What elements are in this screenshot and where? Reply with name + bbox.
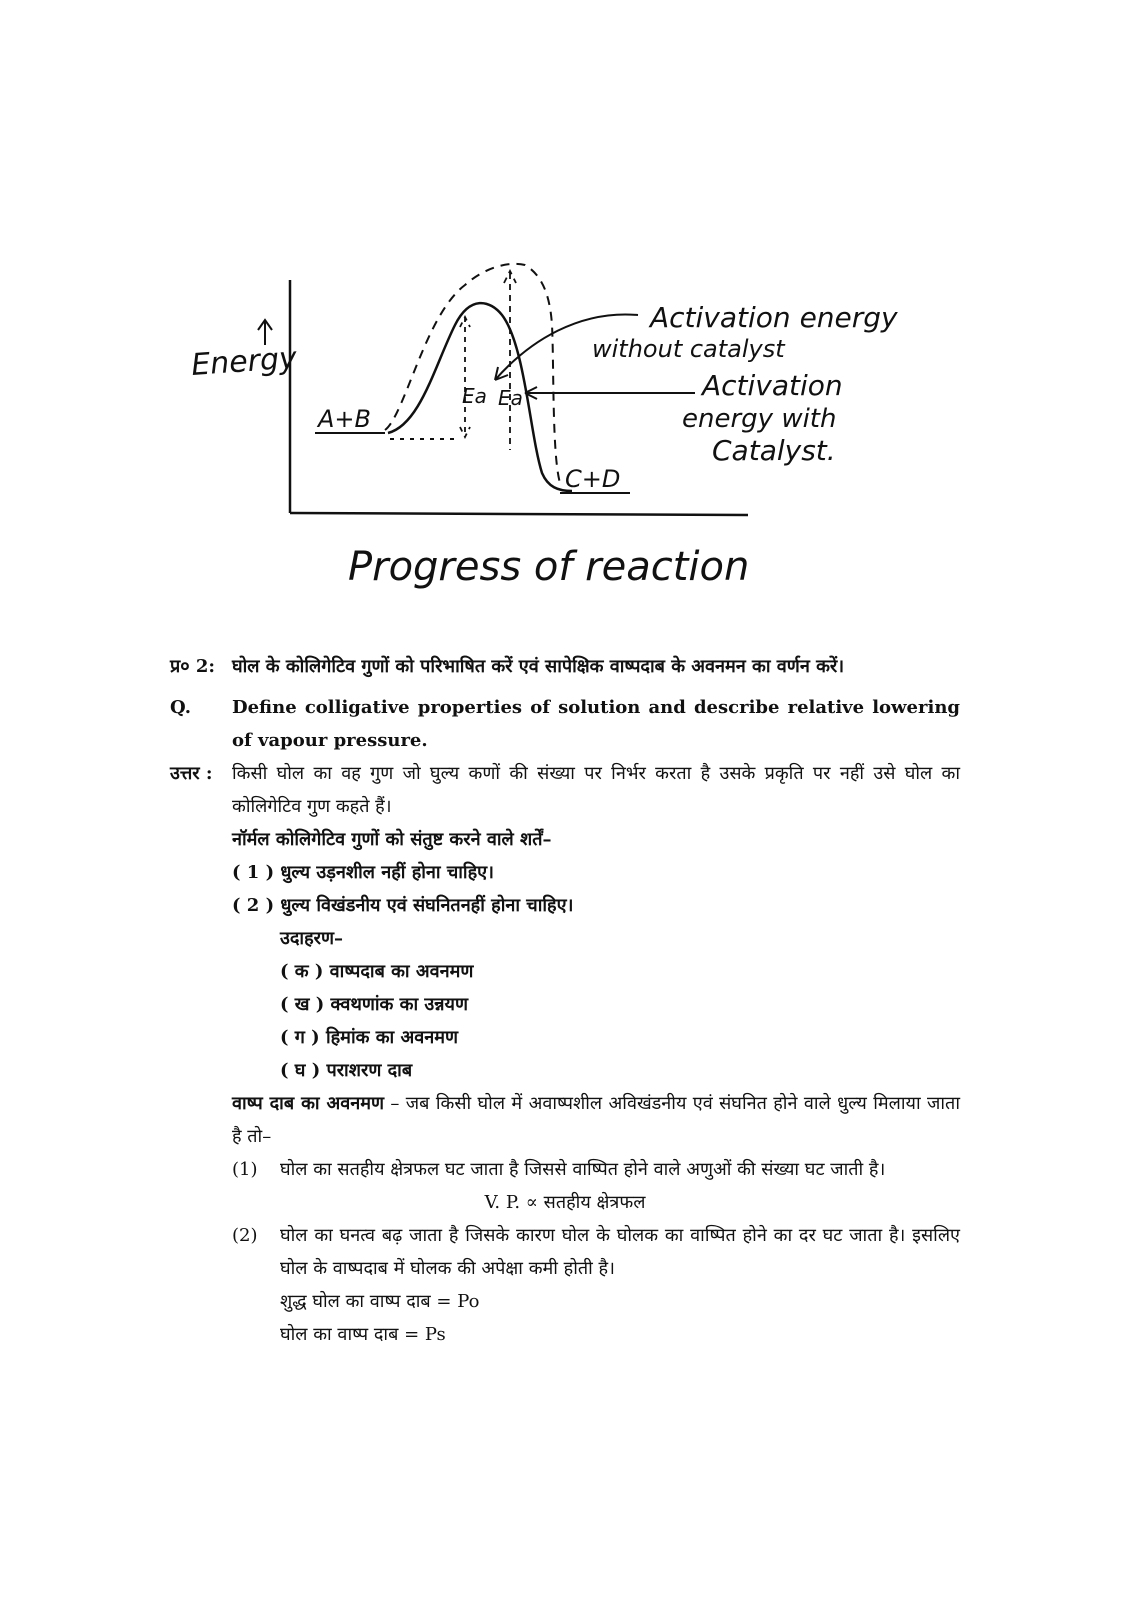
energy-profile-diagram — [180, 255, 980, 615]
point-1-text: घोल का सतहीय क्षेत्रफल घट जाता है जिससे वाष्पित होने वाले अणुओं की संख्या घट जाती है। — [280, 1159, 886, 1180]
proportional-relation: V. P. ∝ सतहीय क्षेत्रफल — [484, 1192, 646, 1213]
answer-definition — [170, 757, 960, 823]
pointer-with-catalyst — [525, 387, 695, 399]
example-3: ( ग ) हिमांक का अवनमण — [280, 1027, 458, 1048]
y-axis-label: Energy — [190, 340, 298, 383]
point-1-number: (1) — [232, 1159, 258, 1180]
lowering-paragraph — [170, 1087, 960, 1153]
question-english — [170, 691, 960, 757]
x-axis — [290, 513, 748, 515]
example-1: ( क ) वाष्पदाब का अवनमण — [280, 961, 474, 982]
examples-heading: उदाहरण– — [280, 928, 344, 949]
example-4: ( घ ) पराशरण दाब — [280, 1060, 413, 1081]
lowering-text: – जब किसी घोल में अवाष्पशील अविखंडनीय एवं संघनित होने वाले धुल्य मिलाया जाता है तो– — [232, 1093, 960, 1147]
annotation-with-catalyst-line2: energy with — [682, 404, 837, 434]
annotation-without-catalyst-line2: without catalyst — [592, 335, 785, 363]
reactants-label: A+B — [318, 405, 371, 433]
ea-label-without-catalyst: Ea — [498, 386, 523, 410]
conditions-heading: नॉर्मल कोलिगेटिव गुणों को संतुष्ट करने वाले शर्तें– — [232, 829, 552, 850]
annotation-with-catalyst-line3: Catalyst. — [712, 434, 836, 467]
annotation-without-catalyst-line1: Activation energy — [650, 301, 898, 334]
point-2 — [170, 1219, 960, 1285]
lowering-heading: वाष्प दाब का अवनमण — [232, 1093, 385, 1114]
example-2: ( ख ) क्वथणांक का उन्नयण — [280, 994, 468, 1015]
question-hindi — [170, 650, 960, 683]
question-english-text: Define colligative properties of solution and describe relative lowering of vapour pressure. — [232, 697, 960, 751]
question-english-label: Q. — [170, 697, 192, 718]
curve-without-catalyst — [385, 264, 560, 483]
question-hindi-text: घोल के कोलिगेटिव गुणों को परिभाषित करें एवं सापेक्षिक वाष्पदाब के अवनमन का वर्णन करें। — [232, 656, 845, 677]
x-axis-label: Progress of reaction — [348, 544, 750, 590]
products-label: C+D — [565, 465, 621, 493]
point-2-text: घोल का घनत्व बढ़ जाता है जिसके कारण घोल के घोलक का वाष्पित होने का दर घट जाता है। इसलिए घोल के वाष्पदाब में घोलक की अपेक्षा कमी होती है। — [280, 1225, 960, 1279]
answer-label: उत्तर : — [170, 763, 213, 784]
pure-vapour-pressure: शुद्ध घोल का वाष्प दाब = Po — [280, 1291, 480, 1312]
answer-definition-text: किसी घोल का वह गुण जो घुल्य कणों की संख्या पर निर्भर करता है उसके प्रकृति पर नहीं उसे घोल का कोलिगेटिव गुण कहते हैं। — [232, 763, 960, 817]
point-2-number: (2) — [232, 1225, 258, 1246]
energy-arrow-icon — [258, 320, 272, 345]
ea-arrow-with-catalyst — [460, 317, 470, 437]
question-hindi-label: प्र० 2: — [170, 656, 216, 677]
condition-2: ( 2 ) धुल्य विखंडनीय एवं संघनितनहीं होना चाहिए। — [232, 895, 574, 916]
ea-label-with-catalyst: Ea — [462, 384, 487, 408]
text-content — [170, 650, 960, 1351]
condition-1: ( 1 ) धुल्य उड़नशील नहीं होना चाहिए। — [232, 862, 494, 883]
solution-vapour-pressure: घोल का वाष्प दाब = Ps — [280, 1324, 446, 1345]
annotation-with-catalyst-line1: Activation — [702, 369, 843, 402]
point-1 — [170, 1153, 960, 1186]
